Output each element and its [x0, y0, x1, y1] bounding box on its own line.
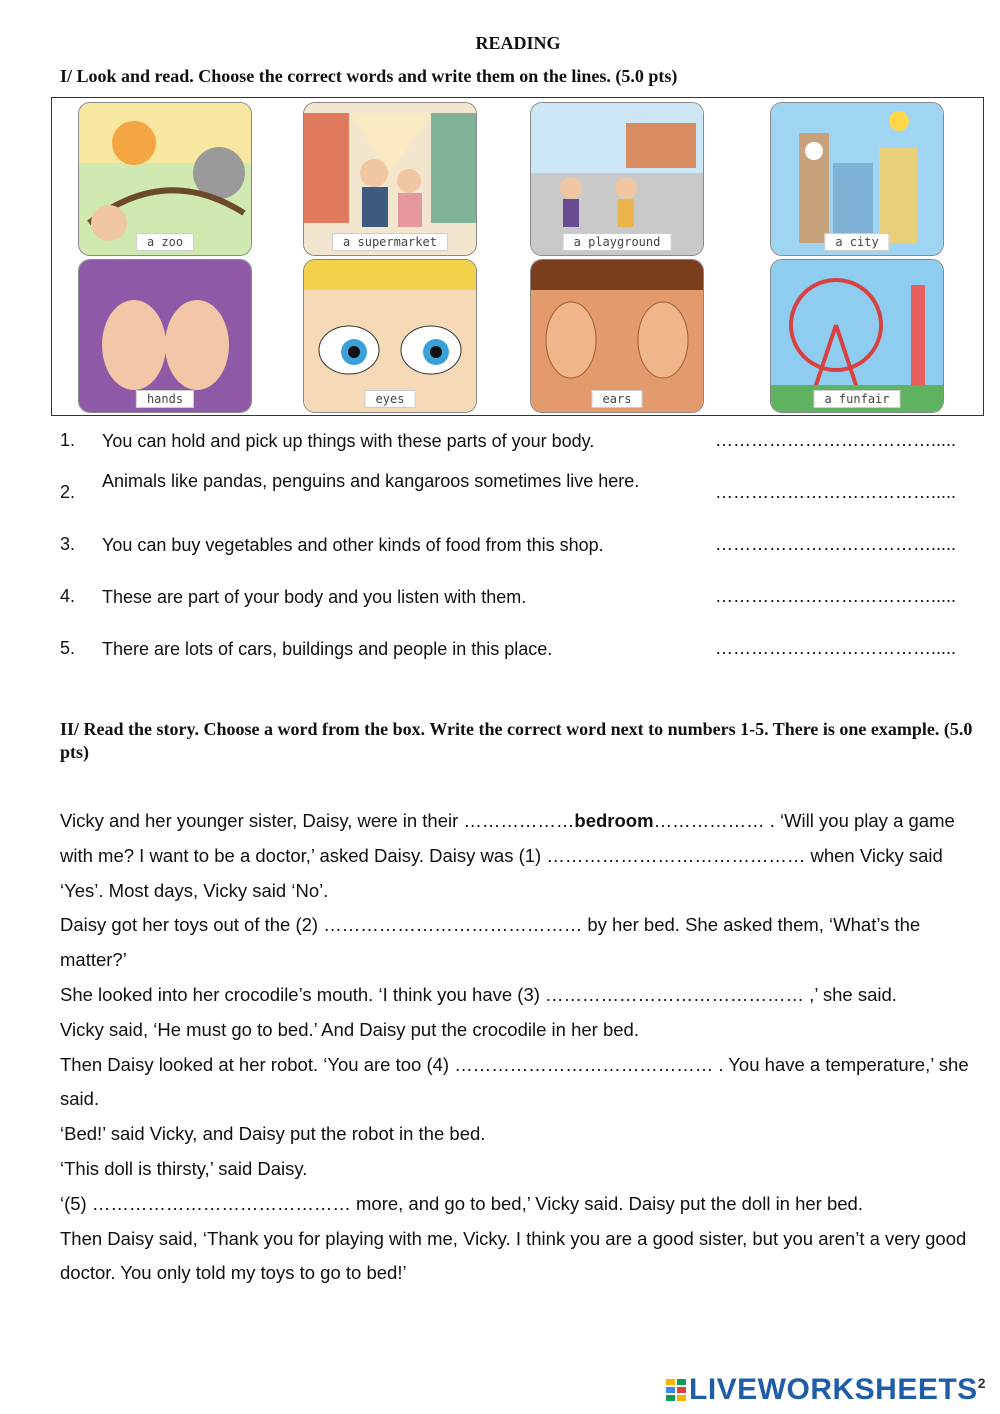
question-text: You can buy vegetables and other kinds of food from this shop.: [102, 535, 604, 555]
answer-blank-4[interactable]: ……………………………….....: [715, 586, 957, 606]
story-paragraph-9: Then Daisy said, ‘Thank you for playing with me, Vicky. I think you are a good sister, but you aren’t a very good doctor. You only told my toys to go to bed!’: [60, 1227, 967, 1284]
picture-grid: [51, 97, 984, 416]
question-text: There are lots of cars, buildings and people in this place.: [102, 639, 553, 659]
picture-zoo: [78, 102, 252, 256]
story-paragraph-5: Then Daisy looked at her robot. ‘You are too (4) …………………………………… . You have a temperature,’ she said.: [60, 1053, 969, 1110]
story-paragraph-1: Vicky and her younger sister, Daisy, were in their ………………bedroom……………… . ‘Will you play a game with me? I want to be a doctor,’ asked Daisy. Daisy was (1) …………………………………… when Vicky said ‘Yes’. Most days, Vicky said ‘No’.: [60, 810, 955, 901]
picture-label: ears: [592, 390, 643, 408]
picture-playground: [530, 102, 704, 256]
section1-heading: I/ Look and read. Choose the correct words and write them on the lines. (5.0 pts): [60, 66, 678, 86]
picture-ears: [530, 259, 704, 413]
answer-blank-3[interactable]: ……………………………….....: [715, 534, 957, 554]
story-paragraph-2: Daisy got her toys out of the (2) …………………………………… by her bed. She asked them, ‘What’s the matter?’: [60, 914, 921, 971]
picture-label: a supermarket: [332, 233, 448, 251]
picture-label: a funfair: [813, 390, 900, 408]
picture-label: hands: [136, 390, 194, 408]
picture-label: eyes: [365, 390, 416, 408]
picture-label: a city: [824, 233, 889, 251]
liveworksheets-logo: LIVEWORKSHEETS$^2$: [666, 1373, 986, 1407]
question-number: 4.: [60, 586, 76, 606]
section2-heading: II/ Read the story. Choose a word from the box. Write the correct word next to numbers 1-5. There is one example. (5.0 pts): [60, 719, 973, 762]
story-paragraph-6: ‘Bed!’ said Vicky, and Daisy put the robot in the bed.: [60, 1123, 486, 1145]
picture-label: a zoo: [136, 233, 194, 251]
question-number: 1.: [60, 430, 76, 450]
page-title: READING: [475, 33, 561, 53]
story-paragraph-8: ‘(5) …………………………………… more, and go to bed,’ Vicky said. Daisy put the doll in her bed.: [60, 1192, 863, 1214]
story-paragraph-7: ‘This doll is thirsty,’ said Daisy.: [60, 1157, 308, 1179]
page-number: 2: [977, 1375, 986, 1391]
question-text: Animals like pandas, penguins and kangaroos sometimes live here.: [102, 471, 640, 491]
story-text: [60, 804, 980, 1291]
picture-eyes: [303, 259, 477, 413]
question-number: 2.: [60, 482, 76, 502]
picture-supermarket: [303, 102, 477, 256]
story-paragraph-3: She looked into her crocodile’s mouth. ‘I think you have (3) …………………………………… ,’ she said.: [60, 983, 897, 1005]
question-text: You can hold and pick up things with these parts of your body.: [102, 431, 595, 451]
question-text: These are part of your body and you listen with them.: [102, 587, 527, 607]
question-number: 3.: [60, 534, 76, 554]
picture-funfair: [770, 259, 944, 413]
answer-blank-1[interactable]: ……………………………….....: [715, 430, 957, 450]
story-paragraph-4: Vicky said, ‘He must go to bed.’ And Daisy put the crocodile in her bed.: [60, 1018, 639, 1040]
question-number: 5.: [60, 638, 76, 658]
picture-label: a playground: [563, 233, 672, 251]
picture-city: [770, 102, 944, 256]
answer-blank-5[interactable]: ……………………………….....: [715, 638, 957, 658]
logo-blocks-icon: [666, 1379, 686, 1401]
picture-hands: [78, 259, 252, 413]
example-word: bedroom: [574, 810, 654, 831]
answer-blank-2[interactable]: ……………………………….....: [715, 482, 957, 502]
